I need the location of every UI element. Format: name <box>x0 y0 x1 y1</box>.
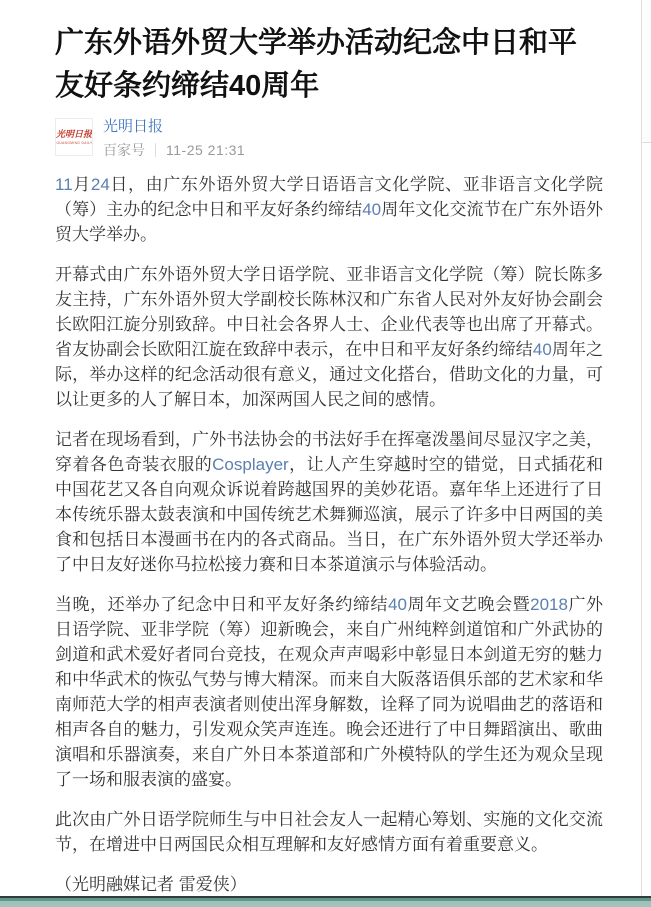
article-paragraph: 此次由广外日语学院师生与中日社会友人一起精心筹划、实施的文化交流节，在增进中日两国民众相互理解和友好感情方面有着重要意义。 <box>55 810 603 854</box>
publisher-logo-subtext: GUANGMING DAILY <box>56 140 92 145</box>
article-title: 广东外语外贸大学举办活动纪念中日和平友好条约缔结40周年 <box>55 27 578 102</box>
article-paragraph: 记者在现场看到，广外书法协会的书法好手在挥毫泼墨间尽显汉字之美，穿着各色奇装衣服的Cosplayer，让人产生穿越时空的错觉，日式插花和中国花艺又各自向观众诉说着跨越国界的美妙花语。嘉年华上还进行了日本传统乐器太鼓表演和中国传统艺术舞狮巡演，展示了许多中日两国的美食和包括日本漫画书在内的各式商品。当日，在广东外语外贸大学还举办了中日友好迷你马拉松接力赛和日本茶道演示与体验活动。 <box>55 430 604 574</box>
publisher-logo[interactable] <box>55 118 93 156</box>
taskbar-edge <box>0 896 651 907</box>
scrollbar-thumb[interactable] <box>642 0 651 143</box>
byline-text <box>103 118 245 160</box>
platform-label: 百家号 <box>103 142 145 158</box>
article-paragraph: （光明融媒记者 雷爱侠） <box>55 875 247 894</box>
article-paragraph: 开幕式由广东外语外贸大学日语学院、亚非语言文化学院（筹）院长陈多友主持，广东外语外贸大学副校长陈林汉和广东省人民对外友好协会副会长欧阳江旋分别致辞。中日社会各界人士、企业代表等也出席了开幕式。省友协副会长欧阳江旋在致辞中表示，在中日和平友好条约缔结40周年之际，举办这样的纪念活动很有意义，通过文化搭台，借助文化的力量，可以让更多的人了解日本，加深两国人民之间的感情。 <box>55 265 604 409</box>
article-body <box>55 172 603 897</box>
author-name-link[interactable]: 光明日报 <box>103 118 164 135</box>
meta-divider <box>155 143 156 157</box>
vertical-scrollbar[interactable] <box>641 0 651 896</box>
byline-meta-row <box>103 140 245 160</box>
publisher-logo-script: 光明日报 <box>56 128 93 139</box>
publish-timestamp: 11-25 21:31 <box>166 142 246 158</box>
article-paragraph: 当晚，还举办了纪念中日和平友好条约缔结40周年文艺晚会暨2018广外日语学院、亚非学院（筹）迎新晚会，来自广州纯粹剑道馆和广外武协的剑道和武术爱好者同台竞技，在观众声声喝彩中彰显日本剑道无穷的魅力和中华武术的恢弘气势与博大精深。而来自大阪落语俱乐部的艺术家和华南师范大学的相声表演者则使出浑身解数，诠释了同为说唱曲艺的落语和相声各自的魅力，引发观众笑声连连。晚会还进行了中日舞蹈演出、歌曲演唱和乐器演奏，来自广外日本茶道部和广外模特队的学生还为观众呈现了一场和服表演的盛宴。 <box>55 595 604 789</box>
article-paragraph: 11月24日，由广东外语外贸大学日语语言文化学院、亚非语言文化学院（筹）主办的纪念中日和平友好条约缔结40周年文化交流节在广东外语外贸大学举办。 <box>55 175 604 244</box>
byline <box>55 118 590 158</box>
